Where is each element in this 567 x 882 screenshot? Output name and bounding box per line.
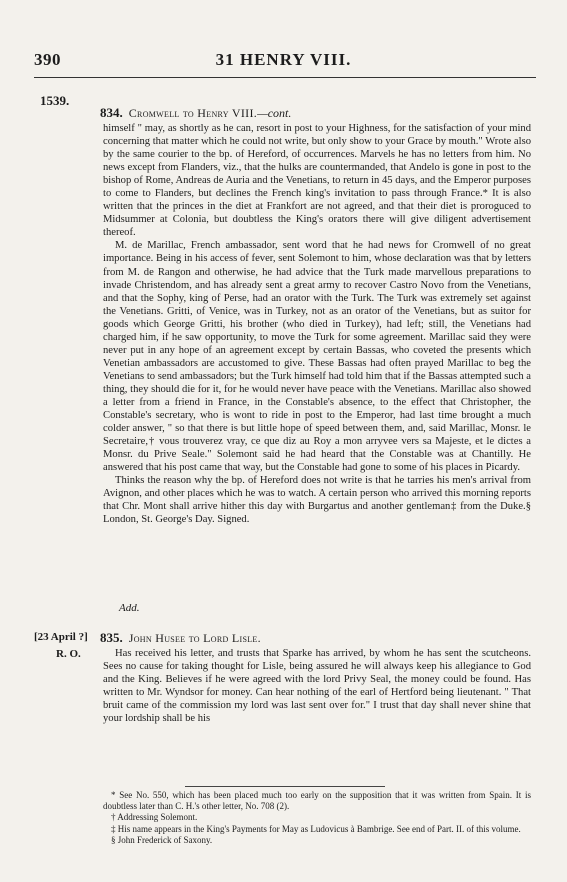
entry-834-paragraph-1: himself " may, as shortly as he can, resort in post to your Highness, for the satisfaction of your mind concerning that matter which he could not write, but only show to your Grace by mouth." Wrote also by the same courier to the bp. of Hereford, of occurrences. Marvels he has no letters from him. No news except from Flanders, viz., that the hulks are countermanded, that Andelo is gone in post to the bishop of Rome, Andreas de Auria and the Venetians, to return in 45 days, and the Emperor purposes to come to Flanders, but declines the French king's invitation to pass through France.* It is also written that the princes in the diet at Frankfort are not agreed, and that their diet is proroguced to Midsummer at Colonia, but doubtless the King's orators there will give diligent advertisement thereof. (103, 123, 531, 239)
footnote-rule (185, 786, 385, 787)
footnotes (103, 790, 531, 846)
entry-834-add: Add. (119, 602, 140, 614)
footnote-3: ‡ His name appears in the King's Payments for May as Ludovicus à Bambrige. See end of Part. II. of this volume. (111, 823, 521, 834)
entry-835-heading (100, 630, 261, 646)
running-head: 31 HENRY VIII. (215, 50, 352, 69)
entry-834-paragraph-2: M. de Marillac, French ambassador, sent word that he had news for Cromwell of no great importance. Being in his access of fever, sent Solemont to him, whose declaration was that by letters from M. de Rangon and otherwise, he had advice that the Turk made marvellous preparations to invade Christendom, and has already sent a great army to recover Castro Novo from the Venetians, and that the Sophy, king of Perse, had an orator with the Turk. The Turk was extremely set against the Venetians. Gritti, of Venice, was in Turkey, not as an orator of the Venetians, but as suitor for goods which George Gritti, his brother (who died in Turkey), had left; still, the Venetians had charged him, if he saw opportunity, to move the Turk for some agreement. Marillac said they were never put in any hope of an agreement except by certain Bassas, who coveted the presents which Venetian ambassadors are accustomed to give. These Bassas had often prayed Marillac to beg the Venetians to send ambassadors; but the Turk himself had told him that if the Bassas attempted such a thing, they should die for it, for he would never have peace with the Venetians. Marillac also showed a letter from a friend in France, in the Constable's absence, to the effect that Christopher, the Constable's secretary, who is wont to ride in post to the Emperor, had last time brought a much colder answer, " so that there is but little hope of speed between them, and, said Marillac, Monsr. le Secretaire,† vous trouverez vray, ce que diz au Roy a mon arryvee vers sa Majeste, et le dictes a Monsr. du Prive Seale." Solemont said he had heard that the Constable was at Chantilly. He answered that his post came that way, but the Constable had gone to some of his places in Picardy. (103, 240, 531, 474)
entry-834-paragraph-3: Thinks the reason why the bp. of Hereford does not write is that he tarries his men's arrival from Avignon, and other places which he was to watch. A certain person who arrived this morning reports that Chr. Mont shall arrive hither this day with Burgartus and another gentleman‡ from the Duke.§ London, St. George's Day. Signed. (103, 475, 531, 526)
entry-835-paragraph-1: Has received his letter, and trusts that Sparke has arrived, by whom he has sent the scutcheons. Sees no cause for taking thought for Lisle, being assured he will always keep his allegiance to God and the King. Believes if he were agreed with the lord Privy Seal, the money could be found. Has written to Mr. Wyndsor for money. Can hear nothing of the earl of Hertford being lieutenant. " That bruit came of the commission my lord was last sent over for." I trust that day shall never shine that your lordship shall be his (103, 648, 531, 725)
page-number: 390 (34, 50, 61, 69)
entry-cont: —cont. (257, 106, 292, 120)
margin-year: 1539. (40, 93, 70, 108)
entry-number: 834. (100, 105, 123, 120)
header-rule (34, 77, 536, 78)
entry-title: John Husee to Lord Lisle. (128, 631, 261, 645)
entry-835-body (103, 647, 531, 725)
footnote-1: * See No. 550, which has been placed much too early on the supposition that it was written from Spain. It is doubtless later than C. H.'s other letter, No. 708 (2). (103, 790, 531, 812)
entry-834-body (103, 122, 531, 526)
margin-date-835: [23 April ?] (34, 631, 88, 643)
footnote-4: § John Frederick of Saxony. (111, 834, 213, 845)
entry-number: 835. (100, 630, 123, 645)
entry-title: Cromwell to Henry VIII. (128, 106, 258, 120)
margin-source-835: R. O. (56, 648, 81, 660)
footnote-2: † Addressing Solemont. (111, 812, 198, 823)
page-header (0, 50, 567, 70)
entry-834-heading (100, 105, 291, 121)
